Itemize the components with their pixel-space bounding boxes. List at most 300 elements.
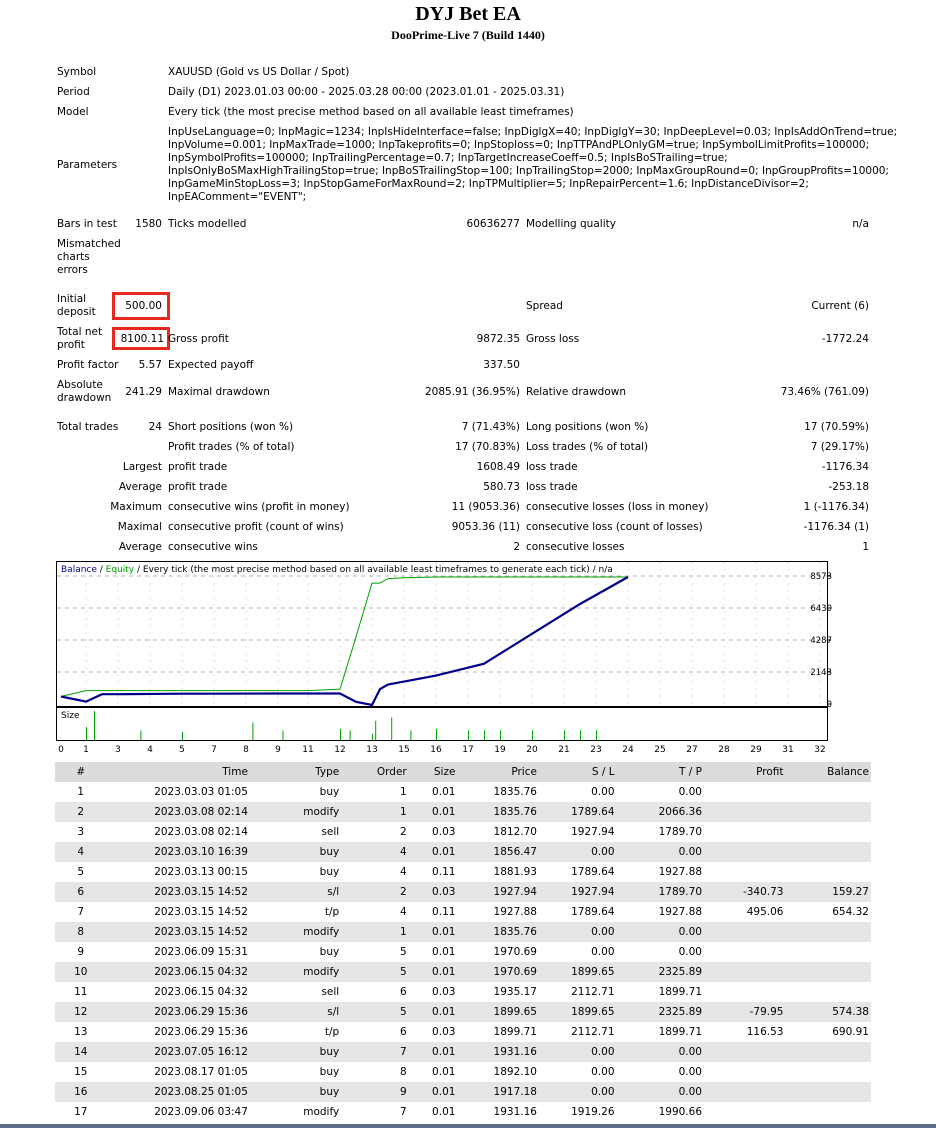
legend-separator: / <box>96 565 106 575</box>
profit-factor-value: 5.57 <box>138 359 162 371</box>
maximum-label: Maximum <box>110 501 162 513</box>
size-label: Size <box>61 711 80 721</box>
table-cell: 1927.88 <box>493 906 537 918</box>
x-tick-label: 23 <box>590 745 602 755</box>
table-cell: 4 <box>55 842 107 862</box>
x-tick-label: 5 <box>179 745 185 755</box>
size-bar <box>484 730 485 740</box>
table-cell: 11 <box>74 986 88 998</box>
expected-payoff-value: 337.50 <box>483 359 520 371</box>
window-bottom-edge <box>0 1124 936 1128</box>
table-cell <box>785 982 871 1002</box>
table-row <box>55 942 871 962</box>
parameters-line: InpIsOnlyBoSMaxHighTrailingStop=true; InpBoSTrailingStop=100; InpTrailingStop=2000; InpMaxGroupRound=0; InpGroupProfits=10000; <box>168 165 889 177</box>
table-cell: 0.00 <box>678 946 702 958</box>
net-profit-value: 8100.11 <box>120 333 164 345</box>
table-cell: 1899.71 <box>658 986 702 998</box>
table-cell: 5 <box>341 1002 409 1022</box>
parameters-line: InpGameMinStopLoss=3; InpStopGameForMaxRound=2; InpTPMultiplier=5; InpRepairPercent=1.6; InpDistanceDivisor=2; <box>168 178 809 190</box>
gross-loss-label: Gross loss <box>526 333 580 345</box>
size-bar <box>532 730 533 740</box>
table-cell <box>704 842 785 862</box>
x-tick-label: 1 <box>83 745 89 755</box>
table-cell: 2 <box>400 826 407 838</box>
table-cell: 0.00 <box>591 1066 615 1078</box>
table-cell <box>785 1062 871 1082</box>
table-cell: 2023.06.15 04:32 <box>107 962 250 982</box>
size-bar <box>140 730 141 740</box>
balance-equity-chart <box>56 561 832 757</box>
table-row <box>55 982 871 1002</box>
relative-drawdown-label: Relative drawdown <box>526 386 627 398</box>
x-tick-label: 28 <box>718 745 730 755</box>
table-cell: 1931.16 <box>457 1042 539 1062</box>
table-cell: 1919.26 <box>571 1106 615 1118</box>
table-cell: 1789.64 <box>571 906 615 918</box>
model-label: Model <box>57 106 89 118</box>
size-bar <box>500 730 501 740</box>
x-tick-label: 17 <box>462 745 474 755</box>
ticks-value: 60636277 <box>466 218 520 230</box>
relative-drawdown-value: 73.46% (761.09) <box>780 386 869 398</box>
x-tick-label: 15 <box>398 745 410 755</box>
parameters-line: InpSymbolProfits=100000; InpTrailingPercentage=0.7; InpTargetIncreaseCoeff=0.5; InpIsBoSTrailing=true; <box>168 152 728 164</box>
avg-consecutive-wins-value: 2 <box>513 541 520 553</box>
table-row <box>55 802 871 822</box>
table-cell <box>785 962 871 982</box>
table-cell: s/l <box>250 1002 341 1022</box>
table-cell: modify <box>250 802 341 822</box>
avg-consecutive-losses-value: 1 <box>862 541 869 553</box>
table-cell <box>704 1062 785 1082</box>
table-cell: 0.01 <box>409 1042 458 1062</box>
table-cell: 1881.93 <box>493 866 537 878</box>
size-bar <box>182 732 183 740</box>
largest-profit-trade-label: profit trade <box>168 461 228 473</box>
x-tick-label: 13 <box>366 745 378 755</box>
parameters-line: InpUseLanguage=0; InpMagic=1234; InpIsHideInterface=false; InpDiglgX=40; InpDiglgY=30; InpDeepLevel=0.03; InpIsAddOnTrend=true; <box>168 126 898 138</box>
table-cell: 0.01 <box>409 922 458 942</box>
table-cell: 9 <box>77 946 85 958</box>
largest-label: Largest <box>122 461 162 473</box>
table-cell: 1970.69 <box>457 962 539 982</box>
table-row <box>55 782 871 802</box>
table-row <box>55 882 871 902</box>
table-cell: 0.03 <box>409 882 458 902</box>
table-row <box>55 1022 871 1042</box>
max-consecutive-profit-value: 9053.36 (11) <box>451 521 520 533</box>
table-cell: 5 <box>77 866 85 878</box>
size-bar <box>580 730 581 740</box>
maximal-label: Maximal <box>117 521 162 533</box>
table-row <box>55 842 871 862</box>
table-cell: 0.00 <box>539 1042 617 1062</box>
table-row <box>55 1042 871 1062</box>
table-cell <box>785 842 871 862</box>
table-cell: 1789.64 <box>571 866 615 878</box>
loss-trades-value: 7 (29.17%) <box>810 441 869 453</box>
table-cell: 2023.03.15 14:52 <box>107 882 250 902</box>
short-positions-label: Short positions (won %) <box>168 421 294 433</box>
table-cell: modify <box>303 1106 340 1118</box>
table-cell: 14 <box>55 1042 107 1062</box>
mismatch-label: charts <box>57 251 90 263</box>
total-trades-value: 24 <box>148 421 162 433</box>
table-cell: 4 <box>341 842 409 862</box>
table-cell: 0.00 <box>539 922 617 942</box>
table-cell: 495.06 <box>746 906 784 918</box>
table-cell: 2023.08.25 01:05 <box>107 1082 250 1102</box>
table-cell: 1990.66 <box>658 1106 702 1118</box>
x-tick-label: 11 <box>302 745 314 755</box>
table-cell: 12 <box>55 1002 107 1022</box>
table-cell: 0.03 <box>432 826 456 838</box>
table-cell: 0.01 <box>409 802 458 822</box>
largest-profit-trade-value: 1608.49 <box>476 461 520 473</box>
table-cell: 6 <box>400 1026 407 1038</box>
table-cell <box>704 862 785 882</box>
long-positions-label: Long positions (won %) <box>526 421 649 433</box>
table-cell: buy <box>319 1066 340 1078</box>
table-row <box>55 862 871 882</box>
max-consecutive-loss-value: -1176.34 (1) <box>803 521 869 533</box>
report-subtitle: DooPrime-Live 7 (Build 1440) <box>391 28 545 42</box>
absolute-drawdown-label: Absolute <box>57 379 103 391</box>
table-cell <box>704 962 785 982</box>
table-cell: 0.03 <box>432 1026 456 1038</box>
average-label: Average <box>118 481 162 493</box>
x-tick-label: 20 <box>526 745 538 755</box>
table-cell: 5 <box>341 962 409 982</box>
model-value: Every tick (the most precise method based on all available least timeframes) <box>168 106 574 118</box>
column-header: # <box>55 762 107 782</box>
table-cell: 1789.64 <box>539 802 617 822</box>
table-row <box>55 922 871 942</box>
table-cell <box>704 822 785 842</box>
bars-label: Bars in test <box>57 218 117 230</box>
table-cell: 1899.71 <box>658 1026 702 1038</box>
table-cell: modify <box>250 922 341 942</box>
table-cell: s/l <box>250 882 341 902</box>
table-cell: 1899.65 <box>539 962 617 982</box>
table-cell: 2023.06.29 15:36 <box>154 1026 248 1038</box>
column-header: Profit <box>704 762 785 782</box>
table-cell: 5 <box>400 946 407 958</box>
column-header: Time <box>107 762 250 782</box>
table-cell: t/p <box>324 1026 340 1038</box>
table-cell <box>785 942 871 962</box>
table-cell: 1931.16 <box>493 1106 537 1118</box>
table-cell: 7 <box>77 906 85 918</box>
period-label: Period <box>57 86 90 98</box>
table-row <box>55 962 871 982</box>
deposit-label: Initial <box>57 293 87 305</box>
table-cell: 2112.71 <box>571 1026 615 1038</box>
deposit-label: deposit <box>57 306 96 318</box>
table-cell: 2 <box>341 882 409 902</box>
x-tick-label: 12 <box>334 745 346 755</box>
max-consecutive-losses-value: 1 (-1176.34) <box>803 501 869 513</box>
table-cell: 0.00 <box>591 946 615 958</box>
table-header-row <box>55 762 871 782</box>
maximal-drawdown-label: Maximal drawdown <box>168 386 270 398</box>
symbol-value: XAUUSD (Gold vs US Dollar / Spot) <box>168 66 350 78</box>
gross-loss-value: -1772.24 <box>821 333 869 345</box>
table-cell: 1812.70 <box>493 826 537 838</box>
table-cell: 2325.89 <box>617 962 704 982</box>
column-header: Price <box>457 762 539 782</box>
table-cell: 0.00 <box>539 842 617 862</box>
deposit-value: 500.00 <box>125 300 162 312</box>
x-tick-label: 32 <box>814 745 826 755</box>
column-header: S / L <box>539 762 617 782</box>
size-bar <box>350 730 351 740</box>
size-chart-frame <box>57 708 828 741</box>
table-cell: t/p <box>324 906 340 918</box>
size-bar <box>86 727 87 740</box>
average-loss-trade-label: loss trade <box>526 481 578 493</box>
table-cell: 2023.03.03 01:05 <box>154 786 248 798</box>
table-cell: 6 <box>55 882 107 902</box>
spread-label: Spread <box>526 300 563 312</box>
table-cell: 0.11 <box>432 866 456 878</box>
table-cell: 0.03 <box>432 986 456 998</box>
table-cell: sell <box>321 826 340 838</box>
size-bar <box>340 729 341 740</box>
x-tick-label: 9 <box>275 745 281 755</box>
size-bar <box>391 718 392 740</box>
x-tick-label: 3 <box>115 745 121 755</box>
gross-profit-value: 9872.35 <box>476 333 520 345</box>
table-cell: -340.73 <box>704 882 785 902</box>
table-cell: 6 <box>400 986 407 998</box>
table-cell: 1856.47 <box>457 842 539 862</box>
x-tick-label: 27 <box>686 745 698 755</box>
table-cell: 0.00 <box>539 1082 617 1102</box>
table-cell: 9 <box>341 1082 409 1102</box>
table-cell: 0.00 <box>617 1082 704 1102</box>
table-cell: 0.01 <box>432 786 456 798</box>
table-cell: 7 <box>400 1106 407 1118</box>
table-cell: 0.01 <box>432 1106 456 1118</box>
table-cell: 2066.36 <box>617 802 704 822</box>
table-cell: buy <box>319 786 340 798</box>
table-cell: 1899.71 <box>493 1026 537 1038</box>
table-cell: 1935.17 <box>493 986 537 998</box>
table-cell: 15 <box>74 1066 88 1078</box>
table-cell: sell <box>321 986 340 998</box>
column-header: T / P <box>617 762 704 782</box>
spread-value: Current (6) <box>811 300 869 312</box>
table-cell: 0.00 <box>678 786 702 798</box>
deals-table <box>55 762 871 1122</box>
x-tick-label: 8 <box>243 745 249 755</box>
profit-factor-label: Profit factor <box>57 359 119 371</box>
x-tick-label: 31 <box>782 745 794 755</box>
table-cell: 654.32 <box>832 906 869 918</box>
table-cell: buy <box>250 1042 341 1062</box>
table-cell: buy <box>319 866 340 878</box>
column-header: Size <box>409 762 458 782</box>
legend-balance: Balance <box>61 565 97 575</box>
table-cell: 2023.08.17 01:05 <box>154 1066 248 1078</box>
size-bar <box>283 730 284 740</box>
expected-payoff-label: Expected payoff <box>168 359 254 371</box>
table-cell: 0.00 <box>591 786 615 798</box>
x-tick-label: 25 <box>654 745 666 755</box>
table-cell: 1917.18 <box>457 1082 539 1102</box>
x-tick-label: 0 <box>58 745 64 755</box>
table-cell: 2023.03.10 16:39 <box>107 842 250 862</box>
table-cell: 4 <box>400 906 407 918</box>
table-cell: 2023.09.06 03:47 <box>154 1106 248 1118</box>
table-cell <box>785 862 871 882</box>
table-cell: 1 <box>341 922 409 942</box>
parameters-line: InpVolume=0.001; InpMaxTrade=1000; InpTakeprofits=0; InpStoploss=0; InpTTPAndPLOnlyGM=true; InpSymbolLimitProfits=100000; <box>168 139 870 151</box>
table-cell: 1899.65 <box>539 1002 617 1022</box>
table-cell: 1789.70 <box>658 826 702 838</box>
table-row <box>55 822 871 842</box>
table-cell: 2023.03.08 02:14 <box>154 826 248 838</box>
modelling-quality-label: Modelling quality <box>526 218 616 230</box>
absolute-drawdown-value: 241.29 <box>125 386 162 398</box>
y-tick-label: 8573 <box>810 572 832 582</box>
table-cell: 0.11 <box>432 906 456 918</box>
max-consecutive-profit-label: consecutive profit (count of wins) <box>168 521 344 533</box>
x-axis-ticks <box>58 745 826 755</box>
column-header: Type <box>250 762 341 782</box>
table-cell: 1 <box>400 786 407 798</box>
table-cell: 0.00 <box>678 1066 702 1078</box>
table-cell <box>704 1082 785 1102</box>
chart-legend <box>61 565 613 575</box>
size-bar <box>372 734 373 740</box>
period-value: Daily (D1) 2023.01.03 00:00 - 2025.03.28 00:00 (2023.01.01 - 2025.03.31) <box>168 86 565 98</box>
y-tick-label: 6430 <box>810 603 832 614</box>
size-bar <box>468 730 469 740</box>
size-bar <box>375 721 376 740</box>
table-cell: 2023.03.13 00:15 <box>154 866 248 878</box>
table-cell: buy <box>250 842 341 862</box>
table-cell: 574.38 <box>785 1002 871 1022</box>
symbol-label: Symbol <box>57 66 97 78</box>
table-cell: 116.53 <box>746 1026 784 1038</box>
size-bar <box>252 722 253 740</box>
table-cell: 1927.88 <box>658 866 702 878</box>
table-cell: 1970.69 <box>493 946 537 958</box>
max-consecutive-loss-label: consecutive loss (count of losses) <box>526 521 703 533</box>
parameters-label: Parameters <box>57 159 118 171</box>
table-cell: 0.00 <box>617 842 704 862</box>
table-cell: 0.01 <box>432 946 456 958</box>
table-cell: 1835.76 <box>457 802 539 822</box>
table-cell: 4 <box>400 866 407 878</box>
table-cell <box>785 802 871 822</box>
profit-trades-value: 17 (70.83%) <box>455 441 520 453</box>
loss-trades-label: Loss trades (% of total) <box>526 441 649 453</box>
x-tick-label: 29 <box>750 745 762 755</box>
table-cell: 10 <box>55 962 107 982</box>
largest-loss-trade-label: loss trade <box>526 461 578 473</box>
table-cell: 3 <box>77 826 85 838</box>
size-bar <box>410 730 411 740</box>
table-cell: 1927.94 <box>539 882 617 902</box>
table-cell <box>704 1042 785 1062</box>
table-cell: 2023.07.05 16:12 <box>107 1042 250 1062</box>
table-cell <box>704 802 785 822</box>
column-header: Order <box>341 762 409 782</box>
table-cell <box>785 1082 871 1102</box>
y-tick-label: 4287 <box>810 635 832 646</box>
table-cell: 2 <box>55 802 107 822</box>
table-cell <box>704 942 785 962</box>
table-cell <box>785 782 871 802</box>
table-cell <box>704 782 785 802</box>
table-cell: 0.01 <box>432 1066 456 1078</box>
table-cell: 1927.94 <box>571 826 615 838</box>
table-cell: 1899.65 <box>457 1002 539 1022</box>
table-cell: 0.00 <box>617 1042 704 1062</box>
table-cell: 1927.94 <box>457 882 539 902</box>
table-cell: 7 <box>341 1042 409 1062</box>
table-cell <box>785 1102 871 1122</box>
table-cell <box>785 822 871 842</box>
table-cell: 8 <box>55 922 107 942</box>
max-consecutive-losses-label: consecutive losses (loss in money) <box>526 501 709 513</box>
table-cell: 1 <box>341 802 409 822</box>
legend-description: / Every tick (the most precise method based on all available least timeframes to generate each tick) / n/a <box>134 565 613 575</box>
x-tick-label: 16 <box>430 745 442 755</box>
size-bar <box>564 730 565 740</box>
average-profit-trade-value: 580.73 <box>483 481 520 493</box>
size-bar <box>436 729 437 740</box>
net-profit-label: Total net <box>57 326 103 338</box>
table-cell: 2325.89 <box>617 1002 704 1022</box>
table-cell <box>785 1042 871 1062</box>
table-cell: 2023.06.29 15:36 <box>107 1002 250 1022</box>
table-cell: 2112.71 <box>571 986 615 998</box>
report-title: DYJ Bet EA <box>415 3 521 25</box>
table-cell: 2023.06.15 04:32 <box>154 986 248 998</box>
ticks-label: Ticks modelled <box>168 218 247 230</box>
table-cell <box>704 922 785 942</box>
table-cell <box>704 1102 785 1122</box>
table-cell: modify <box>250 962 341 982</box>
y-tick-label: 0 <box>826 700 832 710</box>
avg-consecutive-losses-label: consecutive losses <box>526 541 625 553</box>
short-positions-value: 7 (71.43%) <box>461 421 520 433</box>
table-cell: buy <box>250 1082 341 1102</box>
max-consecutive-wins-label: consecutive wins (profit in money) <box>168 501 350 513</box>
table-cell: 690.91 <box>832 1026 869 1038</box>
table-cell: 8 <box>400 1066 407 1078</box>
column-header: Balance <box>785 762 871 782</box>
table-cell: 1789.70 <box>617 882 704 902</box>
table-row <box>55 1102 871 1122</box>
table-cell: 1892.10 <box>493 1066 537 1078</box>
bars-value: 1580 <box>135 218 162 230</box>
average-loss-trade-value: -253.18 <box>828 481 869 493</box>
main-chart-frame <box>57 562 828 707</box>
table-cell: 0.01 <box>409 962 458 982</box>
table-cell: 1835.76 <box>457 922 539 942</box>
x-tick-label: 4 <box>147 745 153 755</box>
table-cell: 0.01 <box>409 1002 458 1022</box>
profit-trades-label: Profit trades (% of total) <box>168 441 295 453</box>
avg-consecutive-wins-label: consecutive wins <box>168 541 258 553</box>
table-row <box>55 1082 871 1102</box>
table-cell: 1 <box>77 786 85 798</box>
